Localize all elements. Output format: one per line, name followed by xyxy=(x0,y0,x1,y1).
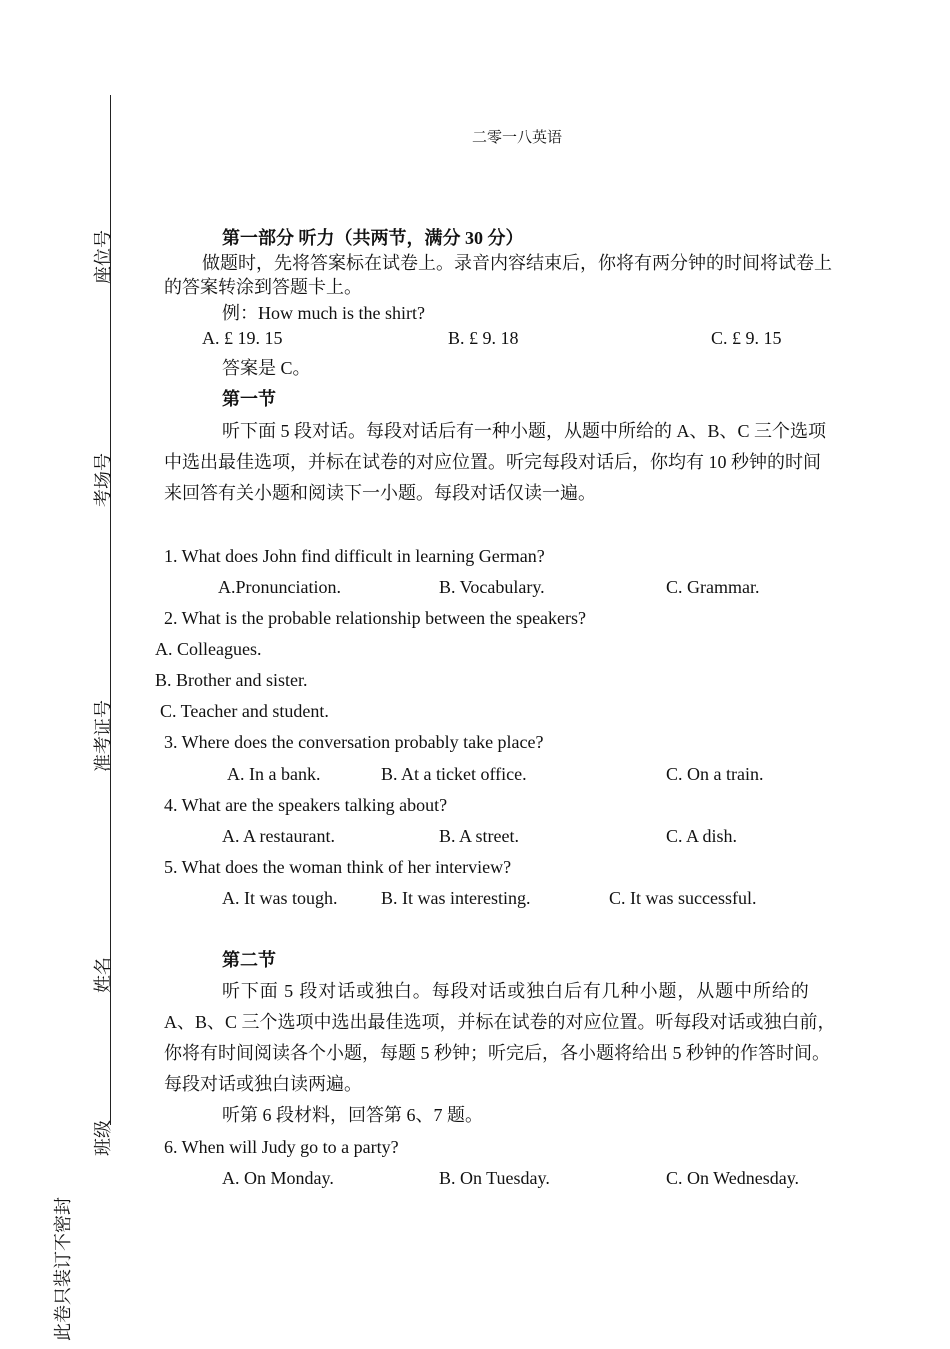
question-stem: 1. What does John find difficult in learning German? xyxy=(164,546,545,566)
option-text: B. It was interesting. xyxy=(381,888,531,908)
example-question: 例：How much is the shirt? xyxy=(222,303,425,323)
seal-note: 此卷只装订不密封 xyxy=(53,1197,73,1341)
example-option: C. £ 9. 15 xyxy=(711,328,782,348)
section2-instruction-line: 听下面 5 段对话或独白。每段对话或独白后有几种小题，从题中所给的 xyxy=(222,981,810,1001)
part1-instruction-line: 做题时，先将答案标在试卷上。录音内容结束后，你将有两分钟的时间将试卷上 xyxy=(202,253,832,273)
question-stem: 6. When will Judy go to a party? xyxy=(164,1137,399,1157)
option-text: C. It was successful. xyxy=(609,888,757,908)
option-text: B. At a ticket office. xyxy=(381,764,527,784)
option-text: B. Brother and sister. xyxy=(155,670,308,690)
section2-instruction-line: 你将有时间阅读各个小题，每题 5 秒钟；听完后，各小题将给出 5 秒钟的作答时间。 xyxy=(164,1043,830,1063)
section2-instruction-line: A、B、C 三个选项中选出最佳选项，并标在试卷的对应位置。听每段对话或独白前， xyxy=(164,1012,836,1032)
question-stem: 5. What does the woman think of her interview? xyxy=(164,857,512,877)
example-answer: 答案是 C。 xyxy=(222,358,311,378)
option-text: C. On Wednesday. xyxy=(666,1168,800,1188)
example-option: A. £ 19. 15 xyxy=(202,328,283,348)
section2-heading: 第二节 xyxy=(222,950,276,970)
question-stem: 2. What is the probable relationship between the speakers? xyxy=(164,608,587,628)
page-title: 二零一八英语 xyxy=(472,130,563,146)
option-text: C. On a train. xyxy=(666,764,764,784)
option-text: A. Colleagues. xyxy=(155,639,262,659)
option-text: A. It was tough. xyxy=(222,888,338,908)
option-text: C. Teacher and student. xyxy=(160,701,329,721)
section1-heading: 第一节 xyxy=(222,389,276,409)
question-stem: 3. Where does the conversation probably take place? xyxy=(164,732,544,752)
section2-instruction-line: 每段对话或独白读两遍。 xyxy=(164,1074,362,1094)
option-text: C. Grammar. xyxy=(666,577,760,597)
section1-instruction-line: 中选出最佳选项，并标在试卷的对应位置。听完每段对话后，你均有 10 秒钟的时间 xyxy=(164,452,821,472)
section1-instruction-line: 来回答有关小题和阅读下一小题。每段对话仅读一遍。 xyxy=(164,483,596,503)
exam-room-label: 考场号 xyxy=(93,453,113,507)
admission-ticket-label: 准考证号 xyxy=(93,700,113,772)
part1-heading: 第一部分 听力（共两节，满分 30 分） xyxy=(222,228,524,248)
option-text: A. In a bank. xyxy=(227,764,321,784)
option-text: A. A restaurant. xyxy=(222,826,335,846)
option-text: A. On Monday. xyxy=(222,1168,334,1188)
seat-number-label: 座位号 xyxy=(93,230,113,284)
option-text: B. Vocabulary. xyxy=(439,577,545,597)
part1-instruction-line: 的答案转涂到答题卡上。 xyxy=(164,277,362,297)
question-stem: 4. What are the speakers talking about? xyxy=(164,795,448,815)
class-label: 班级 xyxy=(93,1120,113,1156)
example-option: B. £ 9. 18 xyxy=(448,328,519,348)
option-text: B. A street. xyxy=(439,826,519,846)
name-label: 姓名 xyxy=(93,957,113,993)
option-text: C. A dish. xyxy=(666,826,738,846)
material-note: 听第 6 段材料，回答第 6、7 题。 xyxy=(222,1105,483,1125)
option-text: B. On Tuesday. xyxy=(439,1168,550,1188)
option-text: A.Pronunciation. xyxy=(218,577,341,597)
section1-instruction-line: 听下面 5 段对话。每段对话后有一种小题，从题中所给的 A、B、C 三个选项 xyxy=(222,421,827,441)
